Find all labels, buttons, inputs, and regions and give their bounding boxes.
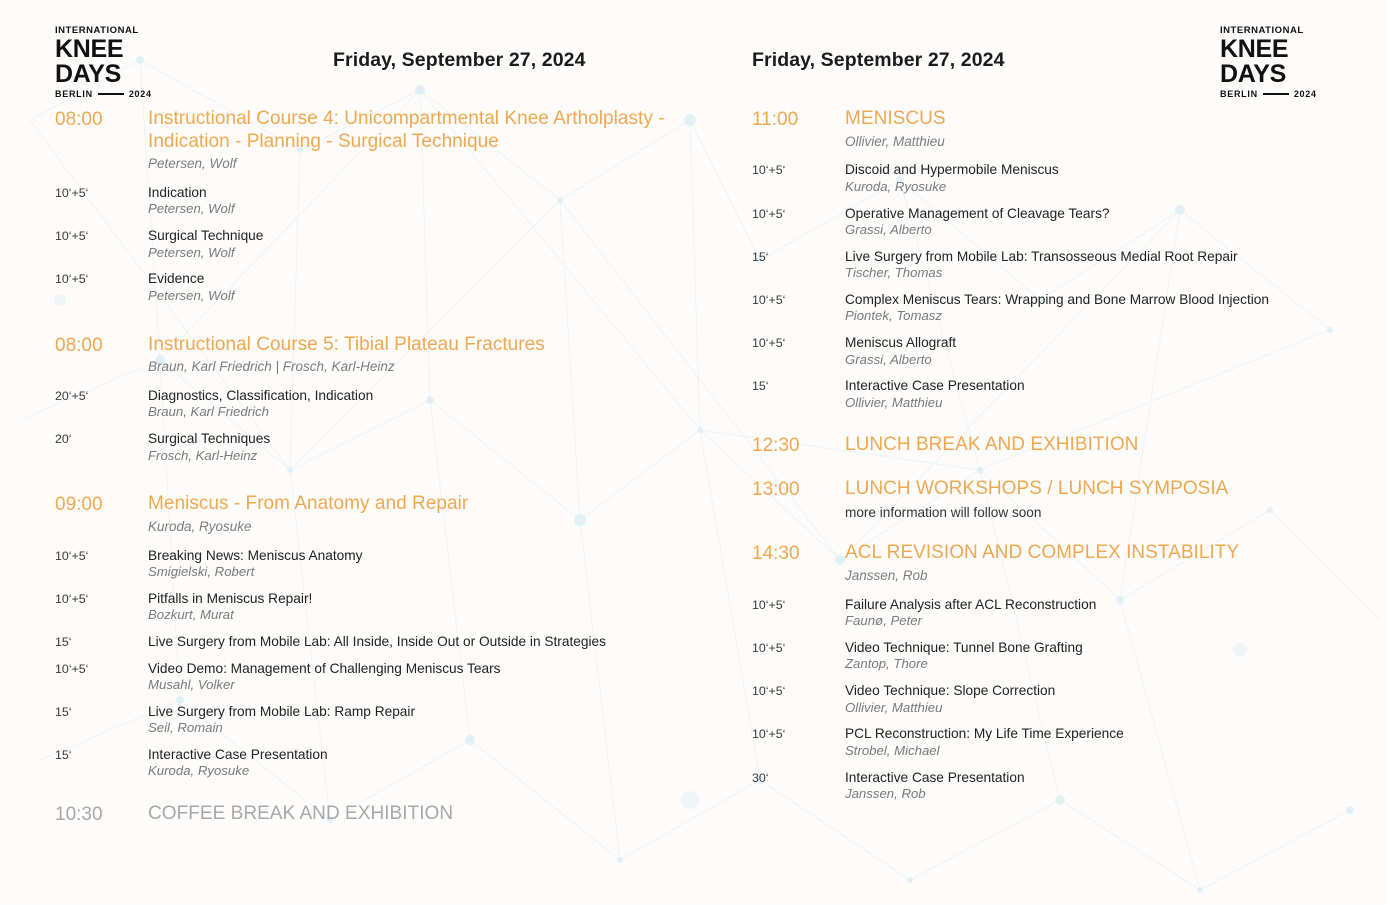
talk-row [752,725,1387,759]
logo-line-kneedays: KNEE DAYS [1220,34,1289,88]
session-chair: Petersen, Wolf [148,156,237,172]
talk-row [55,746,695,780]
talk-row [55,703,695,737]
talk-duration: 10‘+5‘ [55,592,89,606]
session-block [55,493,695,780]
session-title: ACL REVISION AND COMPLEX INSTABILITY [845,542,1240,564]
session-title: Meniscus - From Anatomy and Repair [148,493,469,515]
talk-title: Live Surgery from Mobile Lab: Transosseous Medial Root Repair [845,248,1238,264]
talk-title: Discoid and Hypermobile Meniscus [845,162,1059,178]
talk-row [752,596,1387,630]
talk-speaker: Braun, Karl Friedrich [148,404,269,420]
talk-row [55,227,695,261]
spacer [752,420,1387,434]
talk-row [752,769,1387,803]
talk-title: Pitfalls in Meniscus Repair! [148,591,313,606]
talk-row [55,547,695,581]
talk-speaker: Ollivier, Matthieu [845,394,943,410]
logo-right [1220,26,1332,99]
spacer [752,522,1387,542]
talk-speaker: Bozkurt, Murat [148,607,234,623]
talk-speaker: Frosch, Karl-Heinz [148,447,258,463]
talk-duration: 30‘ [752,770,769,785]
talk-duration: 15‘ [752,249,769,264]
session-header [752,542,1387,584]
session-header [752,434,1387,457]
talk-title: Complex Meniscus Tears: Wrapping and Bone Marrow Blood Injection [845,291,1270,307]
talk-duration: 10‘+5‘ [752,641,786,656]
talk-speaker: Petersen, Wolf [148,244,235,260]
talk-title: Live Surgery from Mobile Lab: All Inside, Inside Out or Outside in Strategies [148,634,606,650]
talk-duration: 10‘+5‘ [55,548,89,563]
talk-duration: 10‘+5‘ [55,186,89,201]
logo-year: 2024 [128,88,152,99]
session-time: 09:00 [55,494,103,516]
talk-duration: 10‘+5‘ [752,292,786,307]
talk-row [752,205,1387,239]
talk-duration: 10‘+5‘ [752,727,786,742]
session-title: Instructional Course 5: Tibial Plateau Fractures [148,333,545,355]
talk-list [55,184,695,304]
session-block [55,108,695,305]
session-header [55,803,695,826]
session-chair: Janssen, Rob [845,568,928,584]
talk-list [752,161,1387,411]
session-time: 08:00 [55,334,103,356]
talk-list [55,547,695,780]
talk-speaker: Strobel, Michael [845,742,940,758]
talk-duration: 10‘+5‘ [752,684,786,699]
spacer [55,473,695,493]
session-chair: Braun, Karl Friedrich | Frosch, Karl-Heinz [148,359,395,375]
talk-speaker: Kuroda, Ryosuke [845,178,947,194]
talk-speaker: Grassi, Alberto [845,351,932,367]
talk-title: Indication [148,185,207,201]
session-title: MENISCUS [845,108,946,129]
talk-speaker: Petersen, Wolf [148,201,235,217]
talk-speaker: Petersen, Wolf [148,287,235,303]
talk-speaker: Kuroda, Ryosuke [148,763,250,779]
logo-city: BERLIN [55,88,93,99]
talk-speaker: Ollivier, Matthieu [845,699,943,715]
session-title: COFFEE BREAK AND EXHIBITION [148,803,454,825]
talk-row [752,639,1387,673]
session-header [55,334,695,376]
talk-list [752,596,1387,803]
talk-row [55,387,695,421]
logo-line-international: INTERNATIONAL [55,25,139,36]
logo-line-berlin-2024 [1220,90,1332,99]
session-chair: Kuroda, Ryosuke [148,518,252,534]
session-title: Instructional Course 4: Unicompartmental Knee Artholplasty - Indication - Planning - Surgical Technique [148,108,665,152]
session-note: more information will follow soon [845,505,1042,521]
talk-title: Evidence [148,271,205,287]
talk-row [55,633,695,650]
talk-speaker: Grassi, Alberto [845,222,932,238]
logo-line-kneedays: KNEE DAYS [55,34,124,88]
session-time: 13:00 [752,478,800,500]
talk-title: Video Technique: Slope Correction [845,683,1056,699]
logo-city: BERLIN [1220,88,1258,99]
talk-row [55,660,695,694]
talk-title: Meniscus Allograft [845,335,957,351]
session-block-break [55,803,695,826]
session-header [55,108,695,173]
talk-title: Diagnostics, Classification, Indication [148,388,374,404]
talk-duration: 20‘ [55,432,72,447]
talk-speaker: Musahl, Volker [148,676,235,692]
logo-left [55,26,167,99]
session-block [752,478,1387,523]
logo-divider [98,93,124,95]
talk-list [55,387,695,464]
page-title-right: Friday, September 27, 2024 [752,49,1005,71]
session-header [752,108,1387,150]
talk-title: Surgical Technique [148,228,264,244]
logo-year: 2024 [1293,88,1317,99]
talk-duration: 15‘ [752,379,769,394]
talk-title: Interactive Case Presentation [845,378,1025,394]
page-title-left: Friday, September 27, 2024 [333,49,586,71]
talk-row [55,430,695,464]
spacer [55,789,695,803]
session-time: 14:30 [752,543,800,565]
session-time: 08:00 [55,109,103,130]
talk-row [752,377,1387,411]
talk-row [752,682,1387,716]
talk-row [55,184,695,218]
spacer [752,458,1387,478]
talk-speaker: Smigielski, Robert [148,564,255,580]
talk-duration: 10‘+5‘ [752,597,786,612]
session-title: LUNCH BREAK AND EXHIBITION [845,434,1139,456]
talk-row [752,248,1387,282]
spacer [55,314,695,334]
talk-title: Operative Management of Cleavage Tears? [845,205,1110,221]
session-header [55,493,695,535]
logo-divider [1263,93,1289,95]
talk-duration: 10‘+5‘ [55,229,89,244]
talk-duration: 15‘ [55,635,72,650]
session-block-break [752,434,1387,457]
talk-duration: 10‘+5‘ [752,336,786,351]
session-time: 10:30 [55,804,103,826]
session-block [752,108,1387,411]
talk-duration: 15‘ [55,704,72,719]
talk-title: Video Technique: Tunnel Bone Grafting [845,640,1083,656]
session-header [752,478,1387,523]
talk-speaker: Piontek, Tomasz [845,308,942,324]
talk-row [55,590,695,624]
talk-title: Interactive Case Presentation [845,769,1025,785]
schedule-column-right [752,108,1387,812]
talk-speaker: Zantop, Thore [845,656,928,672]
session-block [752,542,1387,802]
session-title: LUNCH WORKSHOPS / LUNCH SYMPOSIA [845,477,1229,499]
talk-row [752,161,1387,195]
logo-line-international: INTERNATIONAL [1220,25,1304,36]
talk-title: PCL Reconstruction: My Life Time Experience [845,726,1124,742]
talk-speaker: Janssen, Rob [845,785,926,801]
talk-duration: 10‘+5‘ [55,661,89,676]
talk-row [752,291,1387,325]
session-block [55,334,695,465]
talk-speaker: Faunø, Peter [845,613,922,629]
talk-duration: 20‘+5‘ [55,389,89,404]
session-chair: Ollivier, Matthieu [845,133,945,149]
talk-duration: 15‘ [55,747,72,762]
session-time: 11:00 [752,109,799,130]
talk-duration: 10‘+5‘ [752,163,786,178]
talk-title: Surgical Techniques [148,431,271,447]
talk-title: Live Surgery from Mobile Lab: Ramp Repair [148,703,416,719]
talk-row [752,334,1387,368]
talk-duration: 10‘+5‘ [752,206,786,221]
talk-title: Breaking News: Meniscus Anatomy [148,547,363,563]
session-time: 12:30 [752,435,800,457]
talk-speaker: Tischer, Thomas [845,265,943,281]
schedule-column-left [55,108,695,826]
logo-line-berlin-2024 [55,90,167,99]
talk-title: Failure Analysis after ACL Reconstruction [845,596,1097,612]
talk-duration: 10‘+5‘ [55,272,89,287]
talk-title: Video Demo: Management of Challenging Meniscus Tears [148,660,501,676]
talk-title: Interactive Case Presentation [148,746,328,762]
talk-row [55,270,695,304]
talk-speaker: Seil, Romain [148,720,223,736]
